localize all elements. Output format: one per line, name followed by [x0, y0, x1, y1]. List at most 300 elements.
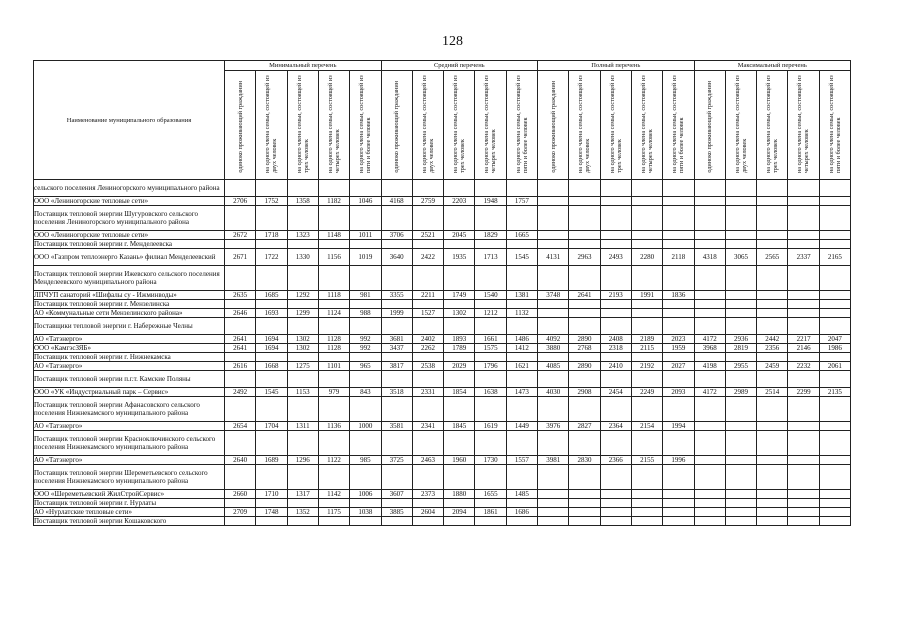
organization-name: ООО «УК «Индустриальный парк – Сервис»: [34, 388, 225, 397]
value-cell: 3065: [725, 249, 756, 266]
column-header: [538, 71, 569, 180]
column-header-label: одиноко проживающий гражданин: [549, 81, 557, 173]
value-cell: [444, 431, 475, 456]
value-cell: [631, 318, 662, 335]
value-cell: 1000: [350, 422, 381, 431]
value-cell: [225, 499, 256, 508]
value-cell: 1836: [663, 291, 694, 300]
value-cell: [569, 465, 600, 490]
value-cell: [225, 517, 256, 526]
value-cell: [694, 231, 725, 240]
value-cell: [631, 266, 662, 291]
supplier-group-row: [34, 431, 851, 456]
value-cell: [256, 517, 287, 526]
value-cell: 1212: [475, 309, 506, 318]
value-cell: [225, 465, 256, 490]
value-cell: [757, 431, 788, 456]
value-cell: [287, 371, 318, 388]
value-cell: 4092: [538, 335, 569, 344]
value-cell: [350, 397, 381, 422]
value-cell: [538, 517, 569, 526]
value-cell: [506, 397, 537, 422]
supplier-group-name: Поставщик тепловой энергии Шереметьевского сельского поселения Нижнекамского муниципального района: [34, 465, 225, 490]
value-cell: [225, 266, 256, 291]
value-cell: 1689: [256, 456, 287, 465]
column-header-label: на одного члена семьи, состоящей из пяти и более человек: [827, 75, 842, 173]
value-cell: [694, 291, 725, 300]
table-row: [34, 344, 851, 353]
value-cell: [725, 499, 756, 508]
value-cell: [381, 371, 412, 388]
value-cell: 1713: [475, 249, 506, 266]
value-cell: [725, 197, 756, 206]
value-cell: [506, 206, 537, 231]
value-cell: 3880: [538, 344, 569, 353]
value-cell: [694, 371, 725, 388]
organization-name: ЛПЧУП санаторий «Шифалы су - Ижминводы»: [34, 291, 225, 300]
value-cell: [225, 397, 256, 422]
value-cell: [256, 397, 287, 422]
value-cell: 2654: [225, 422, 256, 431]
value-cell: [788, 197, 819, 206]
value-cell: [819, 422, 850, 431]
value-cell: [506, 465, 537, 490]
value-cell: [725, 490, 756, 499]
value-cell: [318, 397, 349, 422]
value-cell: [757, 309, 788, 318]
value-cell: 3607: [381, 490, 412, 499]
value-cell: [412, 300, 443, 309]
value-cell: 1142: [318, 490, 349, 499]
supplier-group-row: [34, 300, 851, 309]
table-row: [34, 335, 851, 344]
value-cell: [569, 318, 600, 335]
value-cell: [350, 517, 381, 526]
value-cell: 1948: [475, 197, 506, 206]
value-cell: 2442: [757, 335, 788, 344]
value-cell: [788, 300, 819, 309]
supplier-group-name: Поставщики тепловой энергии г. Набережные Челны: [34, 318, 225, 335]
column-header-label: на одного члена семьи, состоящей из двух человек: [264, 75, 279, 173]
value-cell: 965: [350, 362, 381, 371]
value-cell: [444, 300, 475, 309]
value-cell: [318, 266, 349, 291]
value-cell: [757, 197, 788, 206]
value-cell: [725, 456, 756, 465]
value-cell: 1994: [663, 422, 694, 431]
table-row: [34, 249, 851, 266]
value-cell: [538, 490, 569, 499]
value-cell: 2827: [569, 422, 600, 431]
value-cell: [663, 266, 694, 291]
value-cell: 2672: [225, 231, 256, 240]
value-cell: [412, 240, 443, 249]
value-cell: [569, 266, 600, 291]
value-cell: 2640: [225, 456, 256, 465]
value-cell: 1789: [444, 344, 475, 353]
organization-name: АО «Коммунальные сети Мензелинского района»: [34, 309, 225, 318]
value-cell: [569, 353, 600, 362]
value-cell: 1845: [444, 422, 475, 431]
value-cell: 1296: [287, 456, 318, 465]
organization-name: ООО «Лениногорские тепловые сети»: [34, 197, 225, 206]
value-cell: 1893: [444, 335, 475, 344]
value-cell: [318, 240, 349, 249]
value-cell: [350, 240, 381, 249]
value-cell: 4318: [694, 249, 725, 266]
value-cell: [318, 517, 349, 526]
value-cell: [381, 300, 412, 309]
table-row: [34, 231, 851, 240]
value-cell: 4172: [694, 335, 725, 344]
value-cell: 3976: [538, 422, 569, 431]
value-cell: [225, 180, 256, 197]
value-cell: 1323: [287, 231, 318, 240]
value-cell: [538, 499, 569, 508]
value-cell: 2890: [569, 335, 600, 344]
value-cell: 1292: [287, 291, 318, 300]
value-cell: [694, 431, 725, 456]
column-header-label: на одного члена семьи, состоящей из пяти и более человек: [514, 75, 529, 173]
value-cell: [600, 300, 631, 309]
value-cell: 981: [350, 291, 381, 300]
value-cell: 2232: [788, 362, 819, 371]
value-cell: [569, 231, 600, 240]
value-cell: [475, 517, 506, 526]
value-cell: [381, 431, 412, 456]
value-cell: [663, 180, 694, 197]
table-row: [34, 197, 851, 206]
value-cell: [475, 499, 506, 508]
value-cell: 1132: [506, 309, 537, 318]
value-cell: [318, 431, 349, 456]
value-cell: 1575: [475, 344, 506, 353]
column-header-label: на одного члена семьи, состоящей из двух человек: [577, 75, 592, 173]
value-cell: 1752: [256, 197, 287, 206]
value-cell: [819, 206, 850, 231]
value-cell: [412, 517, 443, 526]
value-cell: [788, 353, 819, 362]
column-header-label: на одного члена семьи, состоящей из трех человек: [295, 75, 310, 173]
column-header-label: на одного члена семьи, состоящей из четырех человек: [640, 75, 655, 173]
value-cell: [538, 206, 569, 231]
value-cell: [694, 318, 725, 335]
value-cell: [819, 517, 850, 526]
value-cell: [569, 517, 600, 526]
value-cell: [475, 465, 506, 490]
value-cell: [725, 465, 756, 490]
value-cell: 1999: [381, 309, 412, 318]
value-cell: 2189: [631, 335, 662, 344]
value-cell: [569, 431, 600, 456]
value-cell: 1718: [256, 231, 287, 240]
value-cell: [757, 231, 788, 240]
value-cell: [631, 508, 662, 517]
value-cell: 1101: [318, 362, 349, 371]
value-cell: 1619: [475, 422, 506, 431]
value-cell: [788, 309, 819, 318]
value-cell: 1694: [256, 335, 287, 344]
value-cell: [788, 456, 819, 465]
organization-name: ООО «КамгэсЗЯБ»: [34, 344, 225, 353]
value-cell: [819, 291, 850, 300]
supplier-group-name: Поставщик тепловой энергии г. Менделеевска: [34, 240, 225, 249]
value-cell: [663, 490, 694, 499]
value-cell: [506, 371, 537, 388]
value-cell: [694, 465, 725, 490]
supplier-group-name: Поставщик тепловой энергии Ижевского сельского поселения Менделеевского муниципального района: [34, 266, 225, 291]
value-cell: 2165: [819, 249, 850, 266]
table-row: [34, 362, 851, 371]
value-cell: [694, 353, 725, 362]
value-cell: [600, 431, 631, 456]
supplier-group-name: Поставщик тепловой энергии Красноключинского сельского поселения Нижнекамского муниципального района: [34, 431, 225, 456]
column-header: [475, 71, 506, 180]
value-cell: [757, 465, 788, 490]
value-cell: 2029: [444, 362, 475, 371]
value-cell: 2759: [412, 197, 443, 206]
column-header: [225, 71, 256, 180]
column-header: [506, 71, 537, 180]
supplier-group-name: Поставщик тепловой энергии п.г.т. Камские Поляны: [34, 371, 225, 388]
value-cell: [381, 318, 412, 335]
value-cell: 2635: [225, 291, 256, 300]
value-cell: [757, 422, 788, 431]
value-cell: [757, 353, 788, 362]
value-cell: 2331: [412, 388, 443, 397]
value-cell: [475, 266, 506, 291]
value-cell: 2492: [225, 388, 256, 397]
value-cell: 2660: [225, 490, 256, 499]
value-cell: [725, 231, 756, 240]
value-cell: [725, 318, 756, 335]
value-cell: 1621: [506, 362, 537, 371]
value-cell: [256, 318, 287, 335]
value-cell: 1412: [506, 344, 537, 353]
value-cell: [350, 206, 381, 231]
value-cell: [631, 309, 662, 318]
value-cell: 2514: [757, 388, 788, 397]
value-cell: [819, 490, 850, 499]
value-cell: [444, 465, 475, 490]
value-cell: [256, 240, 287, 249]
value-cell: [538, 465, 569, 490]
value-cell: 3981: [538, 456, 569, 465]
value-cell: [287, 465, 318, 490]
group-header-2: Средний перечень: [381, 61, 538, 71]
value-cell: 1006: [350, 490, 381, 499]
value-cell: [444, 240, 475, 249]
value-cell: [819, 397, 850, 422]
value-cell: [819, 353, 850, 362]
value-cell: 1182: [318, 197, 349, 206]
column-header-label: одиноко проживающий гражданин: [706, 81, 714, 173]
value-cell: [663, 397, 694, 422]
value-cell: 2538: [412, 362, 443, 371]
value-cell: 1358: [287, 197, 318, 206]
value-cell: 1694: [256, 344, 287, 353]
supplier-group-row: [34, 206, 851, 231]
value-cell: [569, 309, 600, 318]
value-cell: [694, 206, 725, 231]
table-row: [34, 456, 851, 465]
value-cell: [538, 508, 569, 517]
value-cell: 2646: [225, 309, 256, 318]
value-cell: 2373: [412, 490, 443, 499]
value-cell: 2094: [444, 508, 475, 517]
column-header: [444, 71, 475, 180]
value-cell: 2819: [725, 344, 756, 353]
value-cell: 3681: [381, 335, 412, 344]
value-cell: 2890: [569, 362, 600, 371]
value-cell: 2318: [600, 344, 631, 353]
value-cell: [819, 180, 850, 197]
value-cell: [256, 266, 287, 291]
value-cell: 843: [350, 388, 381, 397]
value-cell: [819, 318, 850, 335]
value-cell: [600, 465, 631, 490]
value-cell: 2047: [819, 335, 850, 344]
value-cell: 2135: [819, 388, 850, 397]
value-cell: [287, 318, 318, 335]
value-cell: 2337: [788, 249, 819, 266]
value-cell: 1128: [318, 335, 349, 344]
value-cell: [506, 517, 537, 526]
value-cell: 3706: [381, 231, 412, 240]
group-header-4: Максимальный перечень: [694, 61, 851, 71]
value-cell: [757, 300, 788, 309]
value-cell: [757, 206, 788, 231]
supplier-group-row: [34, 517, 851, 526]
value-cell: 1854: [444, 388, 475, 397]
value-cell: 2521: [412, 231, 443, 240]
value-cell: [694, 266, 725, 291]
value-cell: [350, 353, 381, 362]
value-cell: 2061: [819, 362, 850, 371]
value-cell: [538, 180, 569, 197]
value-cell: [757, 517, 788, 526]
value-cell: [569, 499, 600, 508]
value-cell: [819, 431, 850, 456]
value-cell: [475, 371, 506, 388]
value-cell: [757, 318, 788, 335]
value-cell: [569, 180, 600, 197]
value-cell: [788, 180, 819, 197]
value-cell: 1486: [506, 335, 537, 344]
value-cell: [225, 300, 256, 309]
value-cell: 2262: [412, 344, 443, 353]
value-cell: 1638: [475, 388, 506, 397]
value-cell: [318, 353, 349, 362]
value-cell: [663, 240, 694, 249]
value-cell: [631, 206, 662, 231]
value-cell: [725, 517, 756, 526]
value-cell: [350, 180, 381, 197]
value-cell: 1352: [287, 508, 318, 517]
value-cell: [412, 353, 443, 362]
value-cell: 2955: [725, 362, 756, 371]
value-cell: [287, 397, 318, 422]
value-cell: [694, 499, 725, 508]
value-cell: [725, 240, 756, 249]
value-cell: [475, 397, 506, 422]
value-cell: 1693: [256, 309, 287, 318]
value-cell: 2356: [757, 344, 788, 353]
column-header-label: на одного члена семьи, состоящей из четырех человек: [326, 75, 342, 173]
value-cell: 979: [318, 388, 349, 397]
value-cell: 1710: [256, 490, 287, 499]
value-cell: [318, 499, 349, 508]
value-cell: 1730: [475, 456, 506, 465]
value-cell: 1557: [506, 456, 537, 465]
value-cell: [757, 266, 788, 291]
value-cell: [663, 318, 694, 335]
value-cell: [287, 300, 318, 309]
value-cell: [506, 240, 537, 249]
value-cell: 992: [350, 335, 381, 344]
supplier-group-row: [34, 499, 851, 508]
column-header: [600, 71, 631, 180]
organization-name: ООО «Шереметьевский ЖилСтройСервис»: [34, 490, 225, 499]
value-cell: 2963: [569, 249, 600, 266]
supplier-group-row: [34, 371, 851, 388]
value-cell: [663, 231, 694, 240]
value-cell: 1527: [412, 309, 443, 318]
value-cell: 985: [350, 456, 381, 465]
organization-name: АО «Татэнерго»: [34, 362, 225, 371]
value-cell: [819, 456, 850, 465]
organization-name: АО «Нурлатские тепловые сети»: [34, 508, 225, 517]
value-cell: [350, 371, 381, 388]
value-cell: 2249: [631, 388, 662, 397]
value-cell: [381, 517, 412, 526]
value-cell: [600, 206, 631, 231]
value-cell: [694, 240, 725, 249]
value-cell: [819, 266, 850, 291]
column-header-label: одиноко проживающий гражданин: [393, 81, 401, 173]
supplier-group-name: Поставщик тепловой энергии Кошаковского: [34, 517, 225, 526]
value-cell: 1757: [506, 197, 537, 206]
value-cell: 1959: [663, 344, 694, 353]
value-cell: [725, 508, 756, 517]
value-cell: [631, 465, 662, 490]
column-header-label: одиноко проживающий гражданин: [236, 81, 244, 173]
value-cell: [350, 465, 381, 490]
value-cell: 2115: [631, 344, 662, 353]
value-cell: [600, 508, 631, 517]
value-cell: [538, 397, 569, 422]
value-cell: [600, 309, 631, 318]
organization-name: ООО «Лениногорские тепловые сети»: [34, 231, 225, 240]
value-cell: [725, 206, 756, 231]
value-cell: [287, 499, 318, 508]
value-cell: 2936: [725, 335, 756, 344]
value-cell: [631, 231, 662, 240]
value-cell: [412, 499, 443, 508]
value-cell: [569, 508, 600, 517]
value-cell: [569, 490, 600, 499]
value-cell: [538, 266, 569, 291]
value-cell: 1148: [318, 231, 349, 240]
value-cell: [287, 353, 318, 362]
value-cell: 1128: [318, 344, 349, 353]
supplier-group-row: [34, 180, 851, 197]
organization-name: АО «Татэнерго»: [34, 456, 225, 465]
value-cell: [631, 517, 662, 526]
value-cell: 1299: [287, 309, 318, 318]
value-cell: [381, 266, 412, 291]
column-header: [757, 71, 788, 180]
